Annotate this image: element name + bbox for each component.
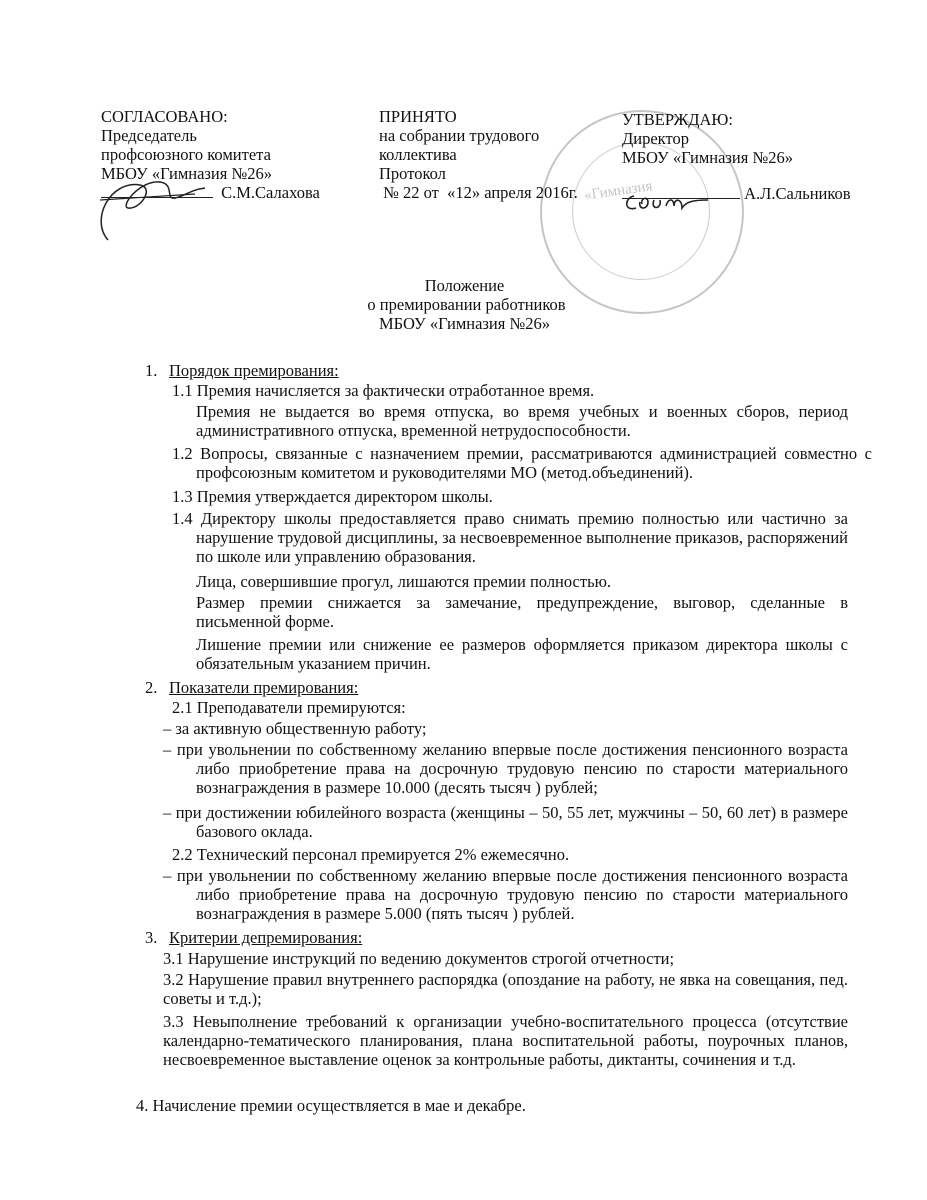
stamp-text: «Гимназия	[583, 178, 654, 204]
agreed-line-2: профсоюзного комитета	[101, 145, 271, 164]
paragraph-3-2: 3.2 Нарушение правил внутреннего распорядка (опоздание на работу, не явка на совещания, пед. советы и т.д.);	[163, 970, 848, 1008]
paragraph-2-2: 2.2 Технический персонал премируется 2% ежемесячно.	[172, 845, 570, 864]
section-1-title: Порядок премирования:	[169, 361, 339, 380]
title-line-3: МБОУ «Гимназия №26»	[379, 314, 550, 333]
accepted-line-3: Протокол	[379, 164, 446, 183]
section-2-heading	[145, 678, 359, 697]
title-line-1: Положение	[424, 276, 505, 295]
bullet-retirement-teachers: – при увольнении по собственному желанию впервые после достижения пенсионного возраста либо приобретение права на досрочную трудовую пенсию по старости материального вознаграждения в размере 10.000 (десять тысяч ) рублей;	[163, 740, 848, 797]
paragraph-1-4: 1.4 Директору школы предоставляется право снимать премию полностью или частично за нарушение трудовой дисциплины, за несвоевременное выполнение приказов, распоряжений по школе или управлению образования.	[172, 509, 848, 566]
paragraph-1-1: 1.1 Премия начисляется за фактически отработанное время.	[172, 381, 595, 400]
agreed-line-1: Председатель	[101, 126, 197, 145]
paragraph-3-3: 3.3 Невыполнение требований к организации учебно-воспитательного процесса (отсутствие календарно-тематического планирования, плана воспитательной работы, поурочных планов, несвоевременное выставление оценок за контрольные работы, диктанты, сочинения и т.д.	[163, 1012, 848, 1069]
paragraph-3-1: 3.1 Нарушение инструкций по ведению документов строгой отчетности;	[163, 949, 675, 968]
paragraph-2-1: 2.1 Преподаватели премируются:	[172, 698, 406, 717]
accepted-heading: ПРИНЯТО	[379, 107, 457, 126]
signature-right-icon	[622, 186, 712, 216]
paragraph-1-1-continued: Премия не выдается во время отпуска, во время учебных и военных сборов, период административного отпуска, временной нетрудоспособности.	[196, 402, 848, 440]
section-3-heading	[145, 928, 363, 947]
paragraph-1-4-deprivation: Лишение премии или снижение ее размеров оформляется приказом директора школы с обязательным указанием причин.	[196, 635, 848, 673]
section-4: 4. Начисление премии осуществляется в мае и декабре.	[136, 1096, 526, 1115]
paragraph-1-2: 1.2 Вопросы, связанные с назначением премии, рассматриваются администрацией совместно с профсоюзным комитетом и руководителями МО (метод.объединений).	[172, 444, 872, 482]
agreed-signer-name: С.М.Салахова	[221, 183, 320, 202]
accepted-line-1: на собрании трудового	[379, 126, 540, 145]
section-3-number: 3.	[145, 928, 158, 947]
accepted-line-4: № 22 от «12» апреля 2016г.	[379, 183, 578, 202]
title-line-2: о премировании работников	[367, 295, 566, 314]
paragraph-1-4-reduction: Размер премии снижается за замечание, предупреждение, выговор, сделанные в письменной форме.	[196, 593, 848, 631]
signature-left-icon	[80, 160, 210, 250]
bullet-public-work: – за активную общественную работу;	[163, 719, 427, 738]
approved-signer-name: А.Л.Сальников	[744, 184, 851, 203]
section-1-heading	[145, 361, 339, 380]
accepted-line-2: коллектива	[379, 145, 457, 164]
section-3-title: Критерии депремирования:	[169, 928, 363, 947]
agreed-heading: СОГЛАСОВАНО:	[101, 107, 228, 126]
document-title	[0, 276, 927, 333]
section-2-title: Показатели премирования:	[169, 678, 359, 697]
bullet-retirement-staff: – при увольнении по собственному желанию впервые после достижения пенсионного возраста либо приобретение права на досрочную трудовую пенсию по старости материального вознаграждения в размере 5.000 (пять тысяч ) рублей.	[163, 866, 848, 923]
section-2-number: 2.	[145, 678, 158, 697]
approved-line-1: Директор	[622, 129, 689, 148]
paragraph-1-4-truancy: Лица, совершившие прогул, лишаются премии полностью.	[196, 572, 612, 591]
approved-heading: УТВЕРЖДАЮ:	[622, 110, 733, 129]
bullet-anniversary: – при достижении юбилейного возраста (женщины – 50, 55 лет, мужчины – 50, 60 лет) в размере базового оклада.	[163, 803, 848, 841]
paragraph-1-3: 1.3 Премия утверждается директором школы.	[172, 487, 493, 506]
approved-line-2: МБОУ «Гимназия №26»	[622, 148, 793, 167]
agreed-line-3: МБОУ «Гимназия №26»	[101, 164, 272, 183]
section-1-number: 1.	[145, 361, 158, 380]
